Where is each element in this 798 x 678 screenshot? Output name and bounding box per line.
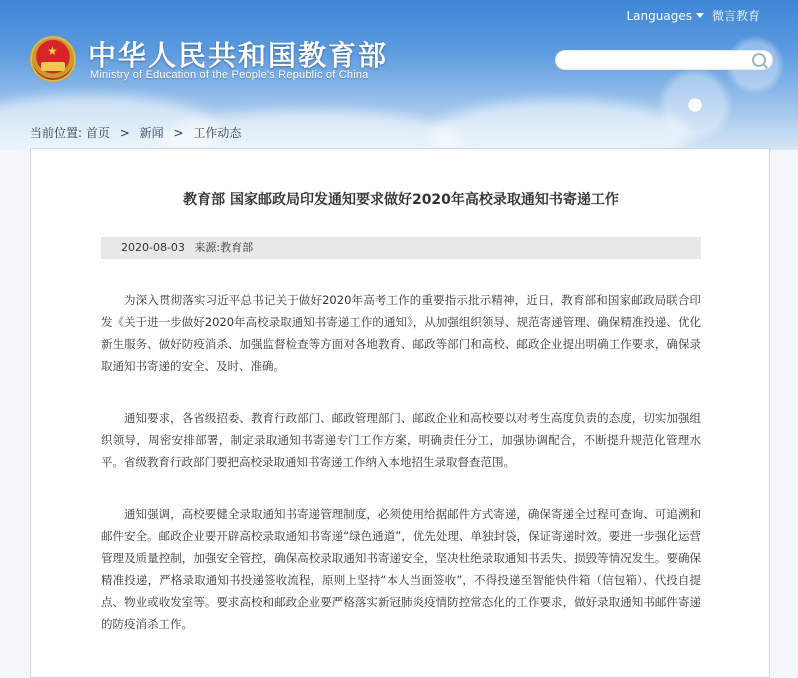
article-paragraph: 通知强调，高校要健全录取通知书寄递管理制度，必须使用给据邮件方式寄递，确保寄递全过程可查询、可追溯和邮件安全。邮政企业要开辟高校录取通知书寄递“绿色通道”，优先处理、单独封袋，保证寄递时效。要进一步强化运营管理及质量控制，加强安全管控，确保高校录取通知书寄递安全，坚决杜绝录取通知书丢失、损毁等情况发生。要确保精准投递，严格录取通知书投递签收流程，原则上坚持“本人当面签收”，不得投递至智能快件箱（信包箱）、代投自提点、物业或收发室等。要求高校和邮政企业要严格落实新冠肺炎疫情防控常态化的工作要求，做好录取通知书邮件寄递的防疫消杀工作。	[101, 507, 701, 631]
breadcrumb-separator: >	[173, 126, 184, 140]
weibo-link[interactable]: 微言教育	[711, 9, 760, 23]
breadcrumb-home[interactable]: 首页	[85, 126, 110, 140]
chevron-down-icon	[696, 13, 704, 18]
article-paragraph: 为深入贯彻落实习近平总书记关于做好2020年高考工作的重要指示批示精神，近日，教育部和国家邮政局联合印发《关于进一步做好2020年高校录取通知书寄递工作的通知》，从加强组织领导、规范寄递管理、确保精准投递、优化新生服务、做好防疫消杀、加强监督检查等方面对各地教育、邮政等部门和高校、邮政企业提出明确工作要求，确保录取通知书寄递的安全、及时、准确。	[101, 293, 701, 373]
languages-dropdown[interactable]	[627, 9, 704, 23]
breadcrumb-work-updates[interactable]: 工作动态	[193, 126, 242, 140]
national-emblem-icon[interactable]: ★	[30, 36, 76, 82]
breadcrumb-prefix: 当前位置:	[30, 126, 83, 140]
site-subtitle: Ministry of Education of the People's Republic of China	[90, 69, 369, 81]
languages-label: Languages	[626, 8, 692, 23]
article-paragraph: 通知要求，各省级招委、教育行政部门、邮政管理部门、邮政企业和高校要以对考生高度负责的态度，切实加强组织领导，周密安排部署，制定录取通知书寄递专门工作方案，明确责任分工，加强协调配合，不断提升规范化管理水平。省级教育行政部门要把高校录取通知书寄递工作纳入本地招生录取督查范围。	[101, 411, 701, 469]
article-date: 2020-08-03	[121, 241, 185, 254]
article-title: 教育部 国家邮政局印发通知要求做好2020年高校录取通知书寄递工作	[183, 192, 619, 208]
site-title[interactable]: 中华人民共和国教育部	[88, 39, 389, 72]
top-links	[627, 7, 761, 24]
breadcrumb-separator: >	[119, 126, 130, 140]
article-meta	[101, 237, 701, 259]
article-source: 来源:教育部	[194, 241, 254, 254]
breadcrumb	[30, 124, 241, 141]
article-container	[30, 148, 770, 678]
search-icon[interactable]	[752, 53, 766, 67]
breadcrumb-news[interactable]: 新闻	[139, 126, 164, 140]
search-input[interactable]	[555, 50, 773, 70]
